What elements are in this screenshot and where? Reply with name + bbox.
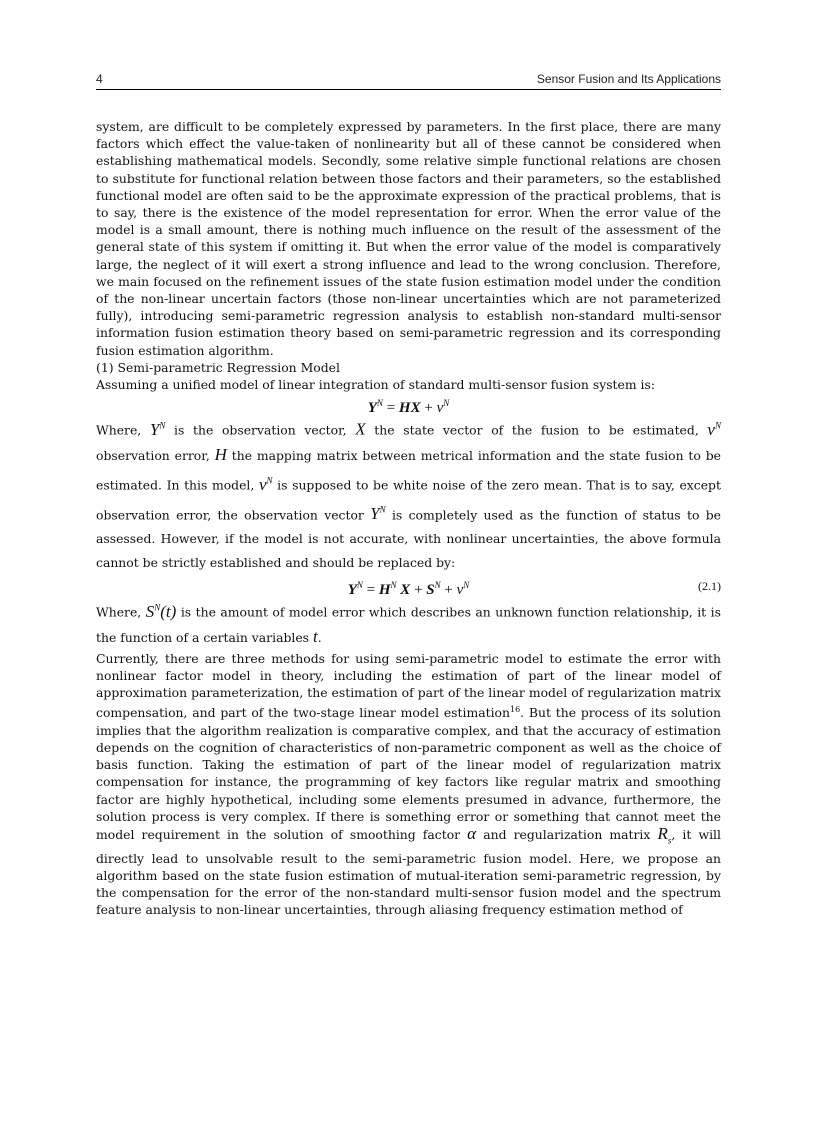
symbol-H: H bbox=[214, 444, 227, 464]
symbol-alpha: α bbox=[467, 824, 477, 844]
symbol-S-N-t: $S^N(t)$ bbox=[145, 601, 177, 621]
body-text bbox=[96, 118, 721, 918]
symbol-t: t bbox=[313, 626, 318, 646]
citation-16: 16 bbox=[509, 705, 521, 715]
symbol-Y-N: $Y^N$ bbox=[370, 504, 386, 524]
running-title: Sensor Fusion and Its Applications bbox=[536, 72, 721, 86]
symbol-R-s: $R_s$ bbox=[657, 824, 672, 846]
equation-number: (2.1) bbox=[698, 579, 721, 594]
section-heading: (1) Semi-parametric Regression Model bbox=[96, 359, 340, 375]
equation-semiparametric-model: $Y^N = H^N$ $X + S^N + v^N$ (2.1) bbox=[96, 575, 721, 595]
symbol-X: X bbox=[355, 419, 366, 439]
symbol-Y-N: $Y^N$ bbox=[149, 419, 166, 439]
paragraph-where-observation: Where, $Y^N$ is the observation vector, X the state vector of the fusion to be estimated, $v^N$ observation error, H the mapping matrix between metrical information and the state fusion to be estimated. In this model, $v^N$ is supposed to be white noise of the zero mean. That is to say, except observation error, the observation vector $Y^N$ is completely used as the function of status to be assessed. However, if the model is not accurate, with nonlinear uncertainties, the above formula cannot be strictly established and should be replaced by: bbox=[96, 419, 721, 571]
paragraph-where-model-error: Where, $S^N(t)$ is the amount of model error which describes an unknown function relationship, it is the function of a certain variables t. bbox=[96, 601, 721, 646]
equation-linear-model: $Y^N$ = HX + $v^N$ bbox=[367, 398, 450, 417]
paragraph-model-assumption: Assuming a unified model of linear integration of standard multi-sensor fusion system is: bbox=[96, 377, 656, 393]
paragraph-intro: system, are difficult to be completely expressed by parameters. In the first place, there are many factors which effect the value-taken of nonlinearity but all of these cannot be considered when establishing mathematical models. Secondly, some relative simple functional relations are chosen to substitute for functional relation between those factors and their parameters, so the established functional model are often said to be the approximate expression of the practical problems, that is to say, there is the existence of the model representation for error. When the error value of the model is a small amount, there is nothing much influence on the result of the assessment of the general state of this system if omitting it. But when the error value of the model is comparatively large, the neglect of it will exert a strong influence and lead to the wrong conclusion. Therefore, we main focused on the refinement issues of the state fusion estimation model under the condition of the non-linear uncertain factors (those non-linear uncertainties which are not parameterized fully), introducing semi-parametric regression analysis to establish non-standard multi-sensor information fusion estimation theory based on semi-parametric regression and its corresponding fusion estimation algorithm. bbox=[96, 119, 721, 358]
header-rule bbox=[96, 89, 721, 90]
paragraph-methods: Currently, there are three methods for using semi-parametric model to estimate the error with nonlinear factor model in theory, including the estimation of part of the linear model of approximation parameterization, the estimation of part of the linear model of regularization matrix compensation, and part of the two-stage linear model estimation$^{16}$. But the process of its solution implies that the algorithm realization is comparative complex, and that the accuracy of estimation depends on the cognition of characteristics of non-parametric component as well as the choice of basis function. Taking the estimation of part of the linear model of regularization matrix compensation for instance, the programming of key factors like regular matrix and smoothing factor are highly hypothetical, including some elements presumed in advance, furthermore, the solution process is very complex. If there is something error or something that cannot meet the model requirement in the solution of smoothing factor α and regularization matrix $R_s$, it will directly lead to unsolvable result to the semi-parametric fusion model. Here, we propose an algorithm based on the state fusion estimation of mutual-iteration semi-parametric regression, by the compensation for the error of the non-standard multi-sensor fusion model and the spectrum feature analysis to non-linear uncertainties, through aliasing frequency estimation method of bbox=[96, 650, 721, 918]
page-number: 4 bbox=[96, 72, 103, 86]
symbol-v-N: $v^N$ bbox=[707, 419, 721, 439]
symbol-v-N: $v^N$ bbox=[258, 474, 273, 494]
